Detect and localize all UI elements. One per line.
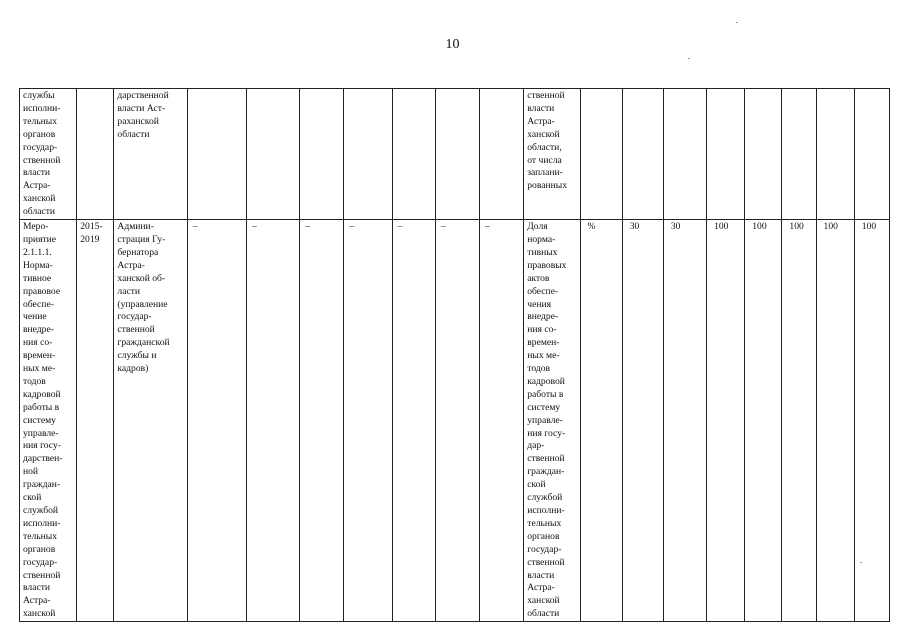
unit-cell — [580, 89, 622, 220]
value-cell: 100 — [707, 220, 745, 622]
funding-cell: – — [344, 220, 392, 622]
funding-cell — [187, 89, 246, 220]
value-cell — [854, 89, 889, 220]
scan-speck — [688, 58, 690, 59]
value-cell — [816, 89, 854, 220]
funding-cell — [344, 89, 392, 220]
table-row — [20, 89, 890, 220]
funding-cell: – — [435, 220, 479, 622]
funding-cell: – — [187, 220, 246, 622]
value-cell — [782, 89, 816, 220]
value-cell: 100 — [745, 220, 782, 622]
funding-cell — [480, 89, 524, 220]
value-cell: 100 — [782, 220, 816, 622]
table-row — [20, 220, 890, 622]
funding-cell: – — [392, 220, 435, 622]
unit-cell: % — [580, 220, 622, 622]
program-table — [19, 88, 890, 622]
executor-cell: дарственной власти Аст- раханской области — [114, 89, 187, 220]
event-cell: службы исполни- тельных органов государ- ственной власти Астра- ханской области — [20, 89, 77, 220]
funding-cell: – — [480, 220, 524, 622]
scan-speck — [736, 22, 738, 23]
value-cell — [622, 89, 663, 220]
scan-speck — [860, 562, 862, 563]
indicator-cell: Доля норма- тивных правовых актов обеспе- чения внедре- ния со- времен- ных ме- тодов кадровой работы в систему управле- ния госу- дар- ственной граждан- ской службой исполни- тельных органов государ- ственной власти Астра- ханской области — [524, 220, 580, 622]
period-cell: 2015- 2019 — [77, 220, 114, 622]
funding-cell: – — [247, 220, 300, 622]
event-cell: Меро- приятие 2.1.1.1. Норма- тивное правовое обеспе- чение внедре- ния со- времен- ных ме- тодов кадровой работы в систему управле- ния госу- дарствен- ной граждан- ской службой исполни- тельных органов государ- ственной власти Астра- ханской — [20, 220, 77, 622]
value-cell — [745, 89, 782, 220]
funding-cell — [300, 89, 344, 220]
period-cell — [77, 89, 114, 220]
executor-cell: Админи- страция Гу- бернатора Астра- ханской об- ласти (управление государ- ственной гражданской службы и кадров) — [114, 220, 187, 622]
funding-cell — [392, 89, 435, 220]
funding-cell — [247, 89, 300, 220]
value-cell — [663, 89, 706, 220]
value-cell: 30 — [663, 220, 706, 622]
funding-cell — [435, 89, 479, 220]
funding-cell: – — [300, 220, 344, 622]
value-cell: 30 — [622, 220, 663, 622]
indicator-cell: ственной власти Астра- ханской области, от числа заплани- рованных — [524, 89, 580, 220]
value-cell: 100 — [854, 220, 889, 622]
page-number: 10 — [445, 37, 460, 52]
value-cell — [707, 89, 745, 220]
value-cell: 100 — [816, 220, 854, 622]
